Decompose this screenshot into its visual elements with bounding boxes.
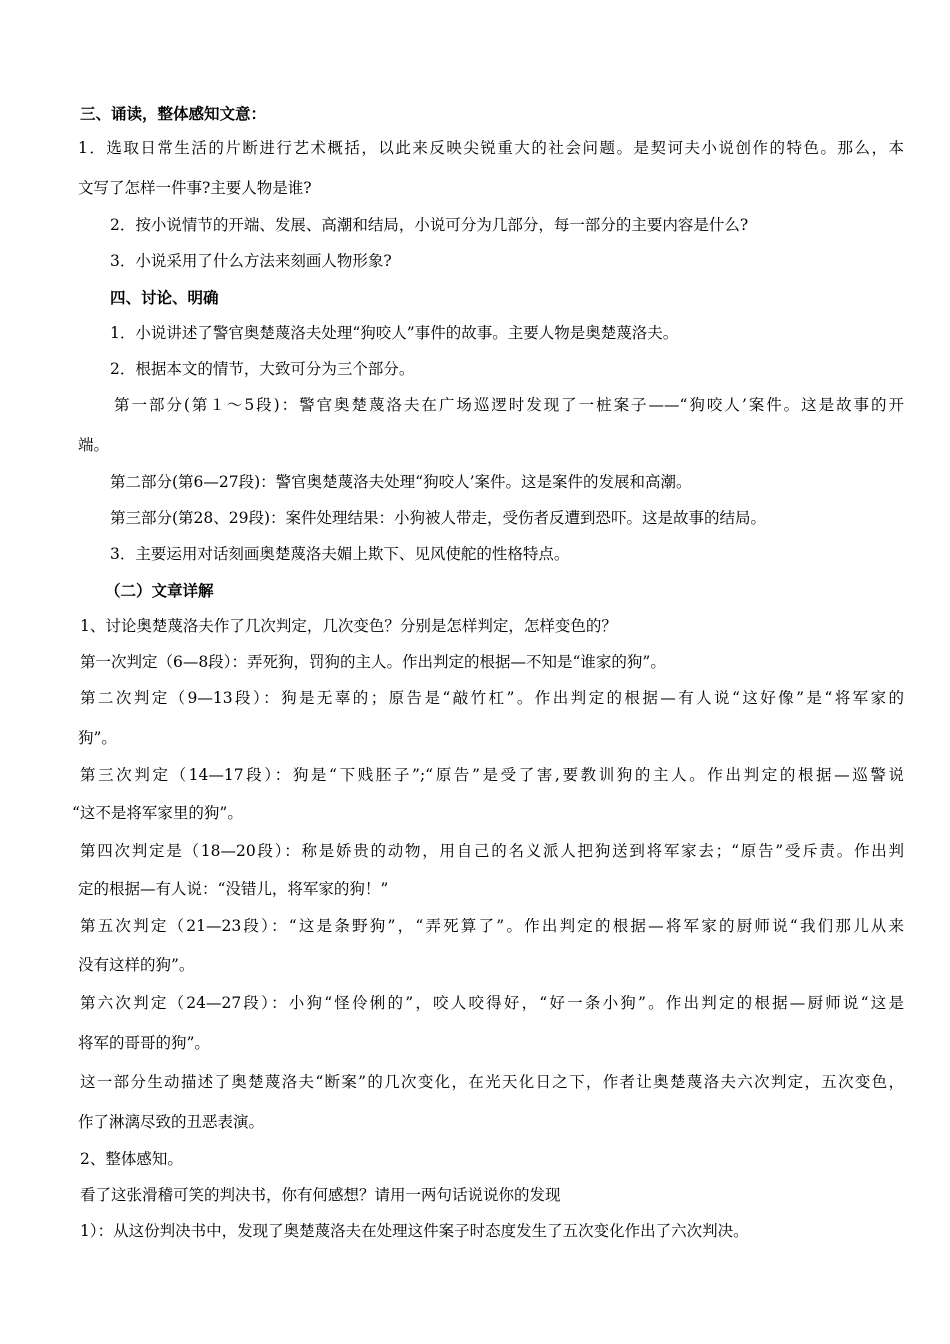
question-2: 2．按小说情节的开端、发展、高潮和结局，小说可分为几部分，每一部分的主要内容是什么?	[110, 216, 749, 234]
question-1-line-1: 1．选取日常生活的片断进行艺术概括，以此来反映尖锐重大的社会问题。是契诃夫小说创作的特色。那么，本	[78, 139, 904, 157]
judgment-5-line-2: 没有这样的狗”。	[78, 956, 195, 974]
answer-3: 3．主要运用对话刻画奥楚蔑洛夫媚上欺下、见风使舵的性格特点。	[110, 545, 570, 563]
part-2: 第二部分(第6—27段)：警官奥楚蔑洛夫处理“狗咬人’案件。这是案件的发展和高潮。	[110, 473, 692, 491]
answer-1: 1．小说讲述了警官奥楚蔑洛夫处理“狗咬人”事件的故事。主要人物是奥楚蔑洛夫。	[110, 324, 679, 342]
judgment-3-line-2: “这不是将军家里的狗”。	[72, 804, 243, 822]
judgment-5-line-1: 第五次判定（21—23段）：“这是条野狗”，“弄死算了”。作出判定的根据—将军家的厨师说“我们那儿从来	[80, 917, 904, 935]
discussion-1: 1、讨论奥楚蔑洛夫作了几次判定，几次变色？分别是怎样判定，怎样变色的？	[80, 617, 617, 635]
question-1-line-2: 文写了怎样一件事?主要人物是谁?	[78, 179, 312, 197]
discussion-3: 看了这张滑稽可笑的判决书，你有何感想？请用一两句话说说你的发现	[80, 1186, 561, 1204]
judgment-4-line-1: 第四次判定是（18—20段）：称是娇贵的动物，用自己的名义派人把狗送到将军家去；“原告”受斥责。作出判	[80, 842, 904, 860]
section-heading-2: （二）文章详解	[105, 581, 214, 600]
part-1-line-1: 第一部分(第１～5段)：警官奥楚蔑洛夫在广场巡逻时发现了一桩案子——“狗咬人’案件。这是故事的开	[114, 396, 904, 414]
discussion-2: 2、整体感知。	[80, 1150, 183, 1168]
judgment-3-line-1: 第三次判定（14—17段）：狗是“下贱胚子”;“原告”是受了害,要教训狗的主人。作出判定的根据—巡警说	[80, 766, 904, 784]
judgment-6-line-1: 第六次判定（24—27段）：小狗“怪伶俐的”，咬人咬得好，“好一条小狗”。作出判定的根据—厨师说“这是	[80, 994, 904, 1012]
summary-line-2: 作了淋漓尽致的丑恶表演。	[78, 1113, 265, 1131]
judgment-2-line-2: 狗”。	[78, 729, 117, 747]
discussion-4: 1）：从这份判决书中，发现了奥楚蔑洛夫在处理这件案子时态度发生了五次变化作出了六次判决。	[80, 1222, 749, 1240]
question-3: 3．小说采用了什么方法来刻画人物形象?	[110, 252, 392, 270]
judgment-4-line-2: 定的根据—有人说：“没错儿，将军家的狗！”	[78, 880, 389, 898]
judgment-6-line-2: 将军的哥哥的狗”。	[78, 1034, 210, 1052]
judgment-2-line-1: 第二次判定（9—13段）：狗是无辜的；原告是“敲竹杠”。作出判定的根据—有人说“这好像”是“将军家的	[80, 689, 904, 707]
section-heading-3: 三、诵读，整体感知文意：	[80, 104, 267, 123]
summary-line-1: 这一部分生动描述了奥楚蔑洛夫“断案”的几次变化，在光天化日之下，作者让奥楚蔑洛夫六次判定，五次变色，	[80, 1073, 904, 1091]
judgment-1: 第一次判定（6—8段）：弄死狗，罚狗的主人。作出判定的根据—不知是“谁家的狗”。	[80, 653, 666, 671]
part-1-line-2: 端。	[78, 436, 110, 454]
section-heading-4: 四、讨论、明确	[110, 288, 219, 307]
answer-2: 2．根据本文的情节，大致可分为三个部分。	[110, 360, 415, 378]
part-3: 第三部分(第28、29段)：案件处理结果：小狗被人带走，受伤者反遭到恐吓。这是故事的结局。	[110, 509, 767, 527]
